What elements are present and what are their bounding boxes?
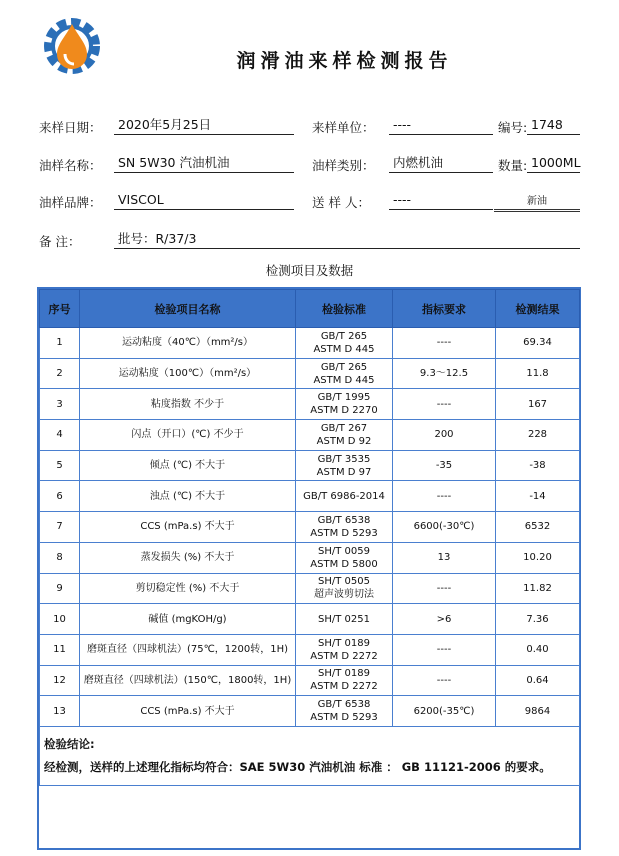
standard-line-2: ASTM D 5800 — [310, 558, 378, 570]
row-requirement: ---- — [393, 481, 496, 512]
standard-line-2: ASTM D 2272 — [310, 650, 378, 662]
standard-line-2: ASTM D 445 — [313, 343, 375, 355]
standard-line-2: ASTM D 5293 — [310, 712, 378, 724]
standard-line-1: GB/T 3535 — [317, 453, 371, 465]
row-result: 69.34 — [496, 328, 580, 359]
row-result: 228 — [496, 420, 580, 451]
table-row — [40, 634, 580, 665]
row-requirement: ---- — [393, 573, 496, 604]
standard-line-1: GB/T 265 — [320, 330, 368, 342]
row-standard — [296, 634, 393, 665]
header-requirement: 指标要求 — [393, 290, 496, 328]
standard-line-1: GB/T 6538 — [317, 699, 371, 711]
row-requirement: >6 — [393, 604, 496, 635]
row-item-name: 闪点（开口）(℃) 不少于 — [80, 420, 296, 451]
row-number: 7 — [40, 512, 80, 543]
row-standard — [296, 358, 393, 389]
row-item-name: CCS (mPa.s) 不大于 — [80, 512, 296, 543]
row-number: 3 — [40, 389, 80, 420]
row-number: 9 — [40, 573, 80, 604]
row-number: 13 — [40, 696, 80, 727]
number-value: 1748 — [527, 117, 580, 135]
row-item-name: 磨斑直径（四球机法）(150℃，1800转，1H) — [80, 665, 296, 696]
row-requirement: 200 — [393, 420, 496, 451]
row-requirement: -35 — [393, 450, 496, 481]
row-result: 6532 — [496, 512, 580, 543]
row-item-name: 倾点 (℃) 不大于 — [80, 450, 296, 481]
brand-value: VISCOL — [114, 192, 294, 210]
row-result: 11.82 — [496, 573, 580, 604]
row-item-name: 磨斑直径（四球机法）(75℃，1200转，1H) — [80, 634, 296, 665]
table-row — [40, 604, 580, 635]
table-row — [40, 512, 580, 543]
standard-line-2: ASTM D 5293 — [310, 527, 378, 539]
row-requirement: ---- — [393, 389, 496, 420]
row-standard — [296, 389, 393, 420]
row-result: 7.36 — [496, 604, 580, 635]
table-row — [40, 450, 580, 481]
oil-type-value: 内燃机油 — [389, 155, 493, 173]
brand-label: 油样品牌： — [39, 195, 102, 210]
row-number: 11 — [40, 634, 80, 665]
row-result: 0.40 — [496, 634, 580, 665]
row-item-name: 浊点 (℃) 不大于 — [80, 481, 296, 512]
standard-line-1: GB/T 1995 — [317, 392, 371, 404]
standard-line-2: ASTM D 97 — [316, 466, 372, 478]
sample-unit-value: ---- — [389, 117, 493, 135]
row-item-name: 粘度指数 不少于 — [80, 389, 296, 420]
standard-line-1: SH/T 0189 — [318, 668, 370, 680]
standard-line-1: SH/T 0189 — [318, 637, 370, 649]
row-result: -14 — [496, 481, 580, 512]
section-title: 检测项目及数据 — [265, 263, 354, 278]
row-result: 0.64 — [496, 665, 580, 696]
oil-type-label: 油样类别： — [312, 158, 375, 173]
row-number: 8 — [40, 542, 80, 573]
standard-line-2: ASTM D 2272 — [310, 681, 378, 693]
sample-date-value: 2020年5月25日 — [114, 117, 294, 135]
row-item-name: 蒸发损失 (%) 不大于 — [80, 542, 296, 573]
row-result: 10.20 — [496, 542, 580, 573]
row-requirement: ---- — [393, 328, 496, 359]
row-result: -38 — [496, 450, 580, 481]
quantity-label: 数量: — [498, 158, 528, 173]
conclusion-text: 经检测，送样的上述理化指标均符合：SAE 5W30 汽油机油 标准 ： GB 11121-2006 的要求。 — [44, 759, 551, 774]
table-row — [40, 696, 580, 727]
table-row — [40, 481, 580, 512]
remark-label: 备 注： — [39, 234, 81, 249]
row-requirement: ---- — [393, 665, 496, 696]
header-no: 序号 — [40, 290, 80, 328]
header-result: 检测结果 — [496, 290, 580, 328]
row-standard — [296, 665, 393, 696]
standard-line-2: ASTM D 2270 — [310, 405, 378, 417]
oil-name-value: SN 5W30 汽油机油 — [114, 155, 294, 173]
row-item-name: 剪切稳定性 (%) 不大于 — [80, 573, 296, 604]
row-standard — [296, 420, 393, 451]
row-number: 1 — [40, 328, 80, 359]
table-row — [40, 328, 580, 359]
table-row — [40, 358, 580, 389]
quantity-value: 1000ML — [527, 155, 580, 173]
table-header-row — [40, 290, 580, 328]
standard-line-2: ASTM D 92 — [316, 435, 372, 447]
row-standard — [296, 328, 393, 359]
row-result: 11.8 — [496, 358, 580, 389]
standard-line-1: GB/T 6538 — [317, 514, 371, 526]
row-standard — [296, 573, 393, 604]
standard-line-2: ASTM D 445 — [313, 374, 375, 386]
row-item-name: CCS (mPa.s) 不大于 — [80, 696, 296, 727]
table-row — [40, 573, 580, 604]
table-row — [40, 542, 580, 573]
row-item-name: 碱值 (mgKOH/g) — [80, 604, 296, 635]
row-number: 5 — [40, 450, 80, 481]
standard-line-1: GB/T 6986-2014 — [303, 490, 385, 502]
header-item: 检验项目名称 — [80, 290, 296, 328]
table-row — [40, 420, 580, 451]
remark-value: 批号：R/37/3 — [114, 231, 580, 249]
report-title: 润滑油来样检测报告 — [236, 50, 453, 72]
standard-line-1: GB/T 267 — [320, 422, 368, 434]
standard-line-1: SH/T 0505 — [318, 576, 370, 588]
sample-unit-label: 来样单位： — [312, 120, 375, 135]
row-item-name: 运动粘度（40℃）（mm²/s） — [80, 328, 296, 359]
row-requirement: ---- — [393, 634, 496, 665]
row-standard — [296, 542, 393, 573]
row-result: 167 — [496, 389, 580, 420]
row-number: 12 — [40, 665, 80, 696]
row-result: 9864 — [496, 696, 580, 727]
sender-label: 送 样 人： — [312, 195, 370, 210]
number-label: 编号: — [498, 120, 528, 135]
condition-value: 新油 — [494, 194, 580, 212]
header-standard: 检验标准 — [296, 290, 393, 328]
row-number: 6 — [40, 481, 80, 512]
oil-name-label: 油样名称： — [39, 158, 102, 173]
row-standard — [296, 604, 393, 635]
standard-line-1: SH/T 0251 — [318, 613, 370, 625]
table-row — [40, 389, 580, 420]
row-standard — [296, 450, 393, 481]
row-standard — [296, 696, 393, 727]
sender-value: ---- — [389, 192, 493, 210]
row-number: 2 — [40, 358, 80, 389]
row-requirement: 9.3～12.5 — [393, 358, 496, 389]
row-requirement: 13 — [393, 542, 496, 573]
test-results-table — [37, 287, 581, 850]
row-standard — [296, 512, 393, 543]
sample-date-label: 来样日期： — [39, 120, 102, 135]
row-requirement: 6600(-30℃) — [393, 512, 496, 543]
standard-line-1: SH/T 0059 — [318, 545, 370, 557]
table-row — [40, 665, 580, 696]
conclusion-label: 检验结论: — [44, 736, 95, 751]
row-requirement: 6200(-35℃) — [393, 696, 496, 727]
row-item-name: 运动粘度（100℃）（mm²/s） — [80, 358, 296, 389]
row-number: 10 — [40, 604, 80, 635]
standard-line-1: GB/T 265 — [320, 361, 368, 373]
row-number: 4 — [40, 420, 80, 451]
conclusion-row — [40, 726, 580, 785]
row-standard — [296, 481, 393, 512]
standard-line-2: 超声波剪切法 — [314, 589, 374, 601]
